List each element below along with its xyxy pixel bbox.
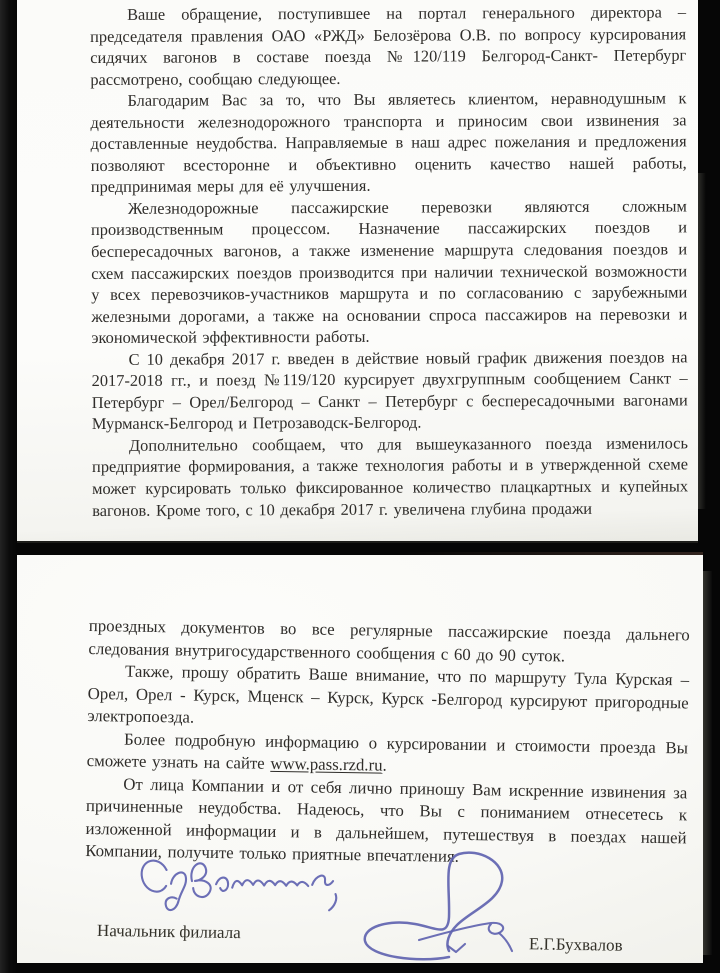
website-sentence-period: . [382,755,387,775]
website-link: www.pass.rzd.ru [270,753,383,775]
letter-page-1 [17,0,698,541]
handwritten-regards [134,841,368,921]
letter-paragraph: Также, прошу обратить Ваше внимание, что по маршруту Тула Курская – Орел, Орел - Курск, Мценск – Курск, Курск -Белгород курсируют пригородные электропоезда. [87,661,690,727]
letter-paragraph: От лица Компании и от себя лично приношу Вам искренние извинения за причиненные неудобства. Надеюсь, что Вы с пониманием отнесетесь к изложенной информации и в дальнейшем, путешествуя в поездах нашей Компании, получите только приятные впечатления. [85,774,688,866]
page-2-body [85,615,690,872]
letter-page-2 [17,555,703,963]
signature-name: Е.Г.Бухвалов [528,934,623,955]
letter-paragraph: Ваше обращение, поступившее на портал генерального директора – председателя правления ОАО «РЖД» Белозёрова О.В. по вопросу курсирования сидячих вагонов в составе поезда №120/119 Белгород-Санкт- Петербург рассмотрено, сообщаю следующее. [90,2,687,89]
signature-title: Начальник филиала [96,920,241,943]
page-1-body [90,1,688,521]
letter-paragraph: Дополнительно сообщаем, что для вышеуказанного поезда изменилось предприятие формирования, а также технология работы и в утвержденной схеме может курсировать только фиксированное количество плацкартных и купейных вагонов. Кроме того, с 10 декабря 2017 г. увеличена глубина продажи [91,433,689,520]
letter-paragraph: С 10 декабря 2017 г. введен в действие новый график движения поездов на 2017-2018 гг., и поезд №119/120 курсирует двухгруппным сообщением Санкт – Петербург – Орел/Белгород – Санкт – Петербург с беспересадочными вагонами Мурманск-Белгород и Петрозаводск-Белгород. [91,347,688,434]
website-sentence-text: Более подробную информацию о курсировании и стоимости проезда Вы сможете узнать на сайте [86,729,689,773]
letter-paragraph: Благодарим Вас за то, что Вы являетесь клиентом, неравнодушным к деятельности железнодорожного транспорта и приносим свои извинения за доставленные неудобства. Направляемые в наш адрес пожелания и предложения позволяют всесторонне и объективно оценить качество нашей работы, предпринимая меры для её улучшения. [90,88,687,197]
continuation-paragraph: проездных документов во все регулярные пассажирские поезда дальнего следования внутригосударственного сообщения с 60 до 90 суток. [88,615,690,665]
letter-paragraph: Железнодорожные пассажирские перевозки являются сложным производственным процессом. Назначение пассажирских поездов и беспересадочных вагонов, а также изменение маршрута следования поездов и схем пассажирских поездов производится при наличии технической возможности у всех перевозчиков-участников маршрута и по согласованию с зарубежными железными дорогами, а также на основании спроса пассажиров на перевозки и экономической эффективности работы. [90,196,688,348]
handwritten-signature [349,845,549,965]
